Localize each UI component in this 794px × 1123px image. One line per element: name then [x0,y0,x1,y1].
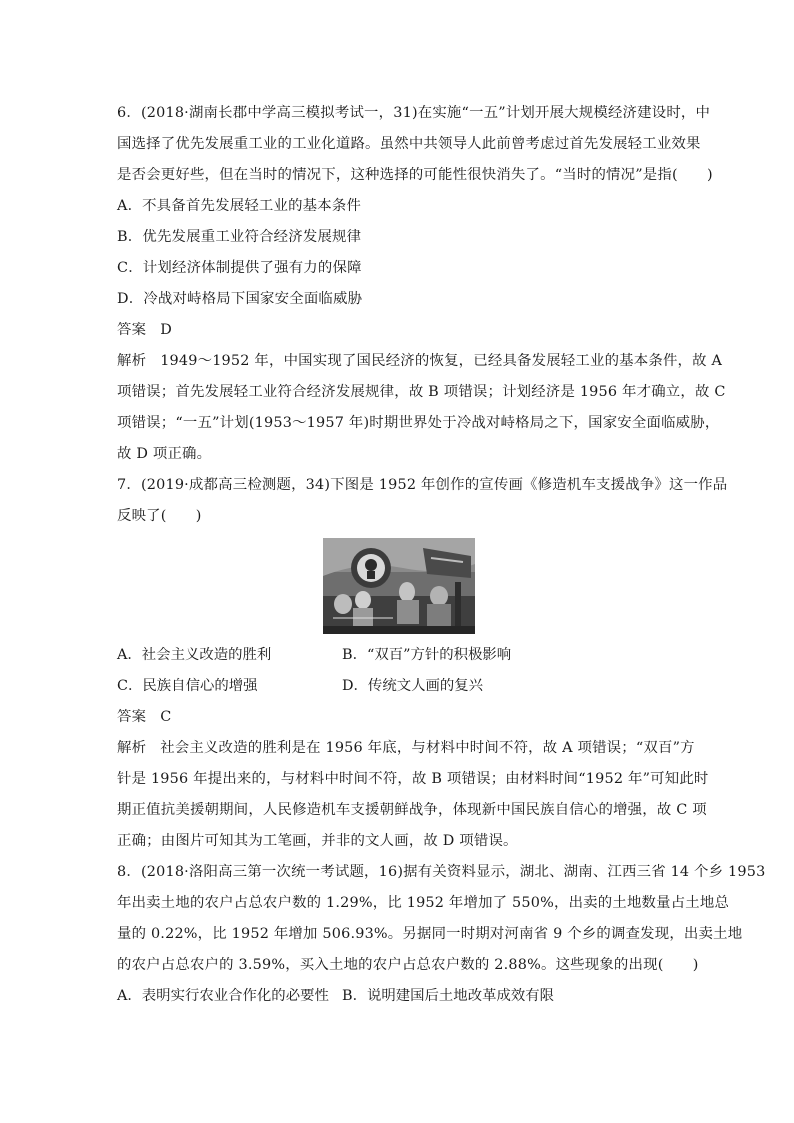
question-6 [117,98,726,470]
question-stem-line: 8．(2018·洛阳高三第一次统一考试题，16)据有关资料显示，湖北、湖南、江西三省 14 个乡 1953 [117,864,766,880]
question-stem-line: 反映了( ) [117,508,202,524]
option-c: C．民族自信心的增强 [117,678,258,694]
answer-label: 答案 [117,709,147,725]
answer-value: D [160,322,172,338]
question-8 [117,857,766,1012]
question-7 [117,470,728,857]
option-c: C．计划经济体制提供了强有力的保障 [117,260,362,276]
analysis-text: 期正值抗美援朝期间，人民修造机车支援朝鲜战争，体现新中国民族自信心的增强，故 C 项 [117,802,707,818]
analysis-label: 解析 [117,353,147,369]
option-b: B．“双百”方针的积极影响 [342,647,512,663]
answer-row [117,702,680,733]
question-stem-line: 是否会更好些，但在当时的情况下，这种选择的可能性很快消失了。“当时的情况”是指( ) [117,167,713,183]
options-row [117,671,680,702]
options-row [117,981,680,1012]
analysis-text: 社会主义改造的胜利是在 1956 年底，与材料中时间不符，故 A 项错误；“双百”方 [160,740,695,756]
question-stem-line: 量的 0.22%，比 1952 年增加 506.93%。另据同一时期对河南省 9 个乡的调查发现，出卖土地 [117,926,743,942]
analysis-text: 正确；由图片可知其为工笔画，并非的文人画，故 D 项错误。 [117,833,518,849]
analysis-text: 针是 1956 年提出来的，与材料中时间不符，故 B 项错误；由材料时间“1952 年”可知此时 [117,771,709,787]
option-d: D．传统文人画的复兴 [342,678,484,694]
analysis-text: 故 D 项正确。 [117,446,212,462]
option-b: B．优先发展重工业符合经济发展规律 [117,229,362,245]
option-a: A．社会主义改造的胜利 [117,647,272,663]
option-d: D．冷战对峙格局下国家安全面临威胁 [117,291,363,307]
exam-page [117,98,766,1012]
option-b: B．说明建国后土地改革成效有限 [342,988,555,1004]
option-a: A．表明实行农业合作化的必要性 [117,988,329,1004]
analysis-row [117,733,695,764]
question-stem-line: 7．(2019·成都高三检测题，34)下图是 1952 年创作的宣传画《修造机车支援战争》这一作品 [117,477,728,493]
question-stem-line: 年出卖土地的农户占总农户数的 1.29%，比 1952 年增加了 550%，出卖的土地数量占土地总 [117,895,730,911]
answer-label: 答案 [117,322,147,338]
answer-row [117,315,680,346]
option-a: A．不具备首先发展轻工业的基本条件 [117,198,362,214]
analysis-row [117,346,723,377]
answer-value: C [160,709,172,725]
analysis-text: 项错误；首先发展轻工业符合经济发展规律，故 B 项错误；计划经济是 1956 年才确立，故 C [117,384,726,400]
options-row [117,640,680,671]
question-stem-line: 国选择了优先发展重工业的工业化道路。虽然中共领导人此前曾考虑过首先发展轻工业效果 [117,136,701,152]
analysis-text: 项错误；“一五”计划(1953～1957 年)时期世界处于冷战对峙格局之下，国家安全面临威胁， [117,415,720,431]
question-stem-line: 6．(2018·湖南长郡中学高三模拟考试一，31)在实施“一五”计划开展大规模经济建设时，中 [117,105,711,121]
analysis-label: 解析 [117,740,147,756]
propaganda-poster-image [323,538,475,634]
question-stem-line: 的农户占总农户的 3.59%，买入土地的农户占总农户数的 2.88%。这些现象的出现( ) [117,957,699,973]
analysis-text: 1949～1952 年，中国实现了国民经济的恢复，已经具备发展轻工业的基本条件，故 A [160,353,723,369]
